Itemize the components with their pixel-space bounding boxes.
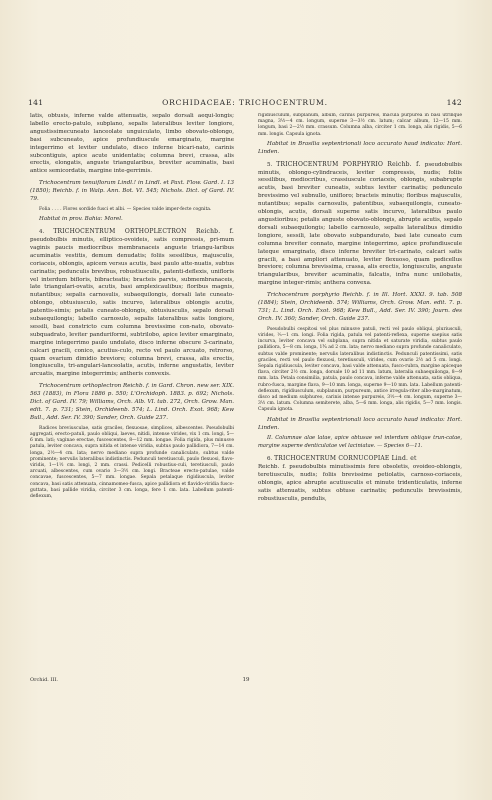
reference-block: Trichocentrum tenuiflorum Lindl.! in Lindl. et Paxt. Flow. Gard. I. 13 (1850); Reichb. f. in Walp. Ann. Bot. VI. 545; Nichols. Dict. of Gard. IV. 79.	[30, 180, 234, 203]
sheet-number: 19	[242, 677, 250, 683]
description-note: Folia . . . . Flores sordide fusci et albi. — Species valde imper-fecte cognita.	[39, 206, 212, 212]
left-column	[30, 113, 234, 682]
right-column	[258, 113, 462, 682]
description-detail: Radices breviusculae, satis graciles, flexuosae, simplices, albescentes. Pseudobulbi aggregati, erecto-patuli, paulo obliqui, laeves, nitidi, intense virides, vix 1 cm. longi, 5—6 mm. lati; vaginae erectae, fuscescentes, 8—12 mm. longae. Folia rigida, plus minusve patula, leviter concava, supra nitida et intense viridia, subtus paulo pallidiora, 7—14 cm. longa, 2½—4 cm. lata; nervo mediano supra profunde canaliculato, subtus valde prominente; nervulis lateralibus indistinctis. Pedunculi teretiusculi, paulo flexuosi, flavo-viridis, 1—1½ cm. longi, 2 mm. crassi. Pedicelli robustius-culi, teretiusculi, paulo arcuati, albescentes, cum ovario 3—3½ cm. longi. Bracteae erecto-patulae, valde concavae, fuscescentes, 5—7 mm. longae. Sepala petalaque rigidiuscula, leviter concava, basi satis attenuata, cinnamomeo-fusca, apice pallidiora et flavido-viridia fusco-guttata, basi pallide viridia, circiter 3 cm. longa, fere 1 cm. lata. Labellum patenti-deflexum,	[30, 425, 234, 500]
species-name: TRICHOCENTRUM ORTHOPLECTRON Reichb. f.	[53, 228, 234, 236]
page-number-right: 142	[446, 98, 462, 107]
species-heading	[258, 161, 462, 289]
section-note: II. Columnae alae latae, apice obtusae vel interdum oblique trun-catae, margine superne denticulatae vel laciniatae. — Species 6—11.	[258, 435, 462, 450]
description-detail: Pseudobulbi cespitosi vel plus minusve patuli, recti vel paulo obliqui, pluriusculi, virides, ⅓—1 cm. longi. Folia rigida, patula vel patenti-reflexa, superne saepius satis incurva, leviter concava vel subplana, supra nitida et saturate viridia, subtus paulo pallidiora, 5—8 cm. longa, 1¾ ad 2 cm. lata; nervo mediano supra profunde canaliculato, subtus valde prominente; nervulis lateralibus indistinctis. Pedunculi patentissimi, satis graciles, recti vel paulo flexuosi, teretiusculi, virides, cum ovario 2½ ad 5 cm. longi. Sepala rigidiuscula, leviter concava, basi valde attenuata, fusco-rubra, margine apiceque flava, circiter 2½ cm. longa, dorsale 10 ad 11 mm. latum, lateralia subaequilonga, 8—9 mm. lata. Petala consimilia, patula, paulo concava, inferne valde attenuata, satis obliqua, rubro-fusca, margine flava, 9—10 mm. longa, superne 9—10 mm. lata. Labellum patenti-deflexum, rigidiusculum, subplanum, purpureum, antice irregula-riter albo-marginatum, disco ad medium sulphureo, carinis intense purpureis, 3½—4 cm. longum, superne 3—3½ cm. latum. Columna semiterete, alba, 5—6 mm. longa, alis rigidis, 5—7 mm. longis. Capsula ignota.	[258, 326, 462, 413]
species-number: 5.	[267, 161, 277, 168]
signature-mark: Orchid. III.	[30, 677, 59, 683]
species-heading	[258, 455, 462, 464]
species-description: Reichb. f. pseudobulbis minutissimis fere obsoletis, ovoideo-oblongis, teretiusculis, nudis; foliis brevissime petiolatis, carnoso-coriaceis, oblongis, apice abrupte acutiusculis et minute tridenticulatis, inferne satis attenuatis, subtus obtuse carinatis; pedunculis brevissimis, robustiusculis, pendulis,	[258, 464, 462, 502]
species-name: TRICHOCENTRUM PORPHYRIO Reichb. f.	[276, 160, 425, 168]
description-detail-continued: rigidiusculum, subplanum, album, carinis purpureis, macula purpurea in basi utrinque magna, 3½—4 cm. longum, superne 3—3½ cm. latum; calcar album, 12—15 mm. longum, basi 2—2½ mm. crassum. Columna alba, circiter 1 cm. longa, alis rigidis, 5—6 mm. longis. Capsula ignota.	[258, 113, 462, 137]
species-description: pseudobulbis minutis, oblongo-cylindraceis, leviter compressis, nudis; foliis sessilibus, mediocribus, crassiuscule coriaceis, oblongis, subabrupte acutis, basi breviter cuneatis, subtus leviter carinatis; pedunculo brevissimo vel subnullo, unifloro; bracteis minutis; floribus majusculis, nutantibus; sepalis carnosulis, patentibus, subaequilongis, cuneato-oblongis, acutis, dorsali superne satis incurvo, lateralibus paulo angustioribus; petalis anguste obovato-oblongis, abrupte acutis, sepalo dorsali subaequilongis; labello carnosulo, sepalis lateralibus dimidio longiore, sessili, late obovato subpandurato, basi late cuneato cum columna breviter connato, margine integerrimo, apice profundiuscule lateque emarginato, disco inferne breviter tri-carinato, calcari satis gracili, a basi ampliori attenuato, leviter flexuoso, quam pedicellus breviore; columna brevissima, crassa, alis erectis, longiusculis, anguste triangularibus, breviter acuminatis, falcatis, infra nunc unilobatis, margine integer-rimis; anthera convexa.	[258, 161, 462, 287]
species-description: pseudobulbis minutis, elliptico-ovoideis, satis compressis, pri-mum vaginis paucis mediocribus membranaceis anguste triangu-laribus acuminatis vestitis, demum denudatis; foliis sessilibus, majusculis, coriaceis, oblongis, apicem versus acutis, basi paulo atte-nuatis, subtus carinatis; pedunculis brevibus, robustiusculis, patenti-deflexis, unifloris vel interdum bifloris, bibracteatis; bracteis parvis, submembranaceis, late triangulari-ovatis, acutis, basi amplexicaulibus; floribus magnis, nutantibus; sepalis carnosulis, subaequilongis, dorsali late cuneato-oblongo, obtusiusculo, satis incurvo, lateralibus oblongis acutis, patentis-simis; petalis cuneato-oblongis, obtusiusculis, sepalo dorsali subaequilongis; labello carnosulo, sepalis lateralibus satis longiore, sessili, basi constricto cum columna brevissime con-nato, obovato-subquadrato, leviter panduriformi, subtrilobo, apice leviter emarginato, margine integerrimo paulo undulato, disco inferne obscure 3-carinato, calcari gracili, conico, acutius-culo, recto vel paulo arcuato, retrorso, quam ovarium dimidio breviore; columna brevi, crassa, alis erectis, longiusculis, tri-angulari-lanceolatis, acutis, inferne angustatis, leviter arcuatis, margine integerrimis; antheris convexis.	[30, 236, 234, 378]
habitat-line: Habitat in Brasilia septentrionali loco accurato haud indicato: Hort. Linden.	[258, 416, 462, 431]
running-title: ORCHIDACEAE: TRICHOCENTRUM.	[162, 98, 328, 107]
page-number-left: 141	[28, 98, 44, 107]
reference-block: Trichocentrum orthoplectron Reichb. f. in Gard. Chron. new ser. XIX. 563 (1883), in Flora 1886 p. 550; L'Orchidoph. 1883. p. 692; Nichols. Dict. of Gard. IV. 79; Williams, Orch. Alb. VI. tab. 272, Orch. Grow. Man. edit. 7. p. 731; Stein, Orchideenb. 574; L. Lind. Orch. Exot. 968; Kew Bull., Add. Ser. IV. 390; Sander, Orch. Guide 237.	[30, 383, 234, 421]
reference-block: Trichocentrum porphyrio Reichb. f. in Ill. Hort. XXXI. 9. tab. 508 (1884); Stein, Orchideenb. 574; Williams, Orch. Grow. Man. edit. 7. p. 731; L. Lind. Orch. Exot. 968; Kew Bull., Add. Ser. IV. 390; Journ. des Orch. IV. 360; Sander, Orch. Guide 237.	[258, 292, 462, 322]
species-heading	[30, 228, 234, 379]
paragraph-continued: latis, obtusis, inferne valde attenuatis, sepalo dorsali aequi-longis; labello erecto-patulo, subplano, sepalis lateralibus leviter longiore, angustissimecuneato lanceolate unguiculato, limbo obovato-oblongo, basi subcuneato, apice profundiuscule emarginato, margine integerrimo et leviter undulato, disco inferne bicari-nato, carinis subcontiguis, apice acute unidentatis; columna brevi, crassa, alis erectis, elongatis, anguste triangularibus, breviter acuminatis, basi antice semicordatis, margine inte-gerrimis.	[30, 113, 234, 175]
habitat-line: Habitat in prov. Bahia: Morel.	[39, 216, 123, 223]
species-number: 4.	[39, 229, 54, 236]
species-number: 6.	[267, 456, 275, 463]
running-header	[28, 98, 462, 112]
habitat-line: Habitat in Brasilia septentrionali loco accurato haud indicato: Hort. Linden.	[258, 140, 462, 155]
species-name: TRICHOCENTRUM CORNUCOPIAE Lind. et	[274, 455, 417, 463]
